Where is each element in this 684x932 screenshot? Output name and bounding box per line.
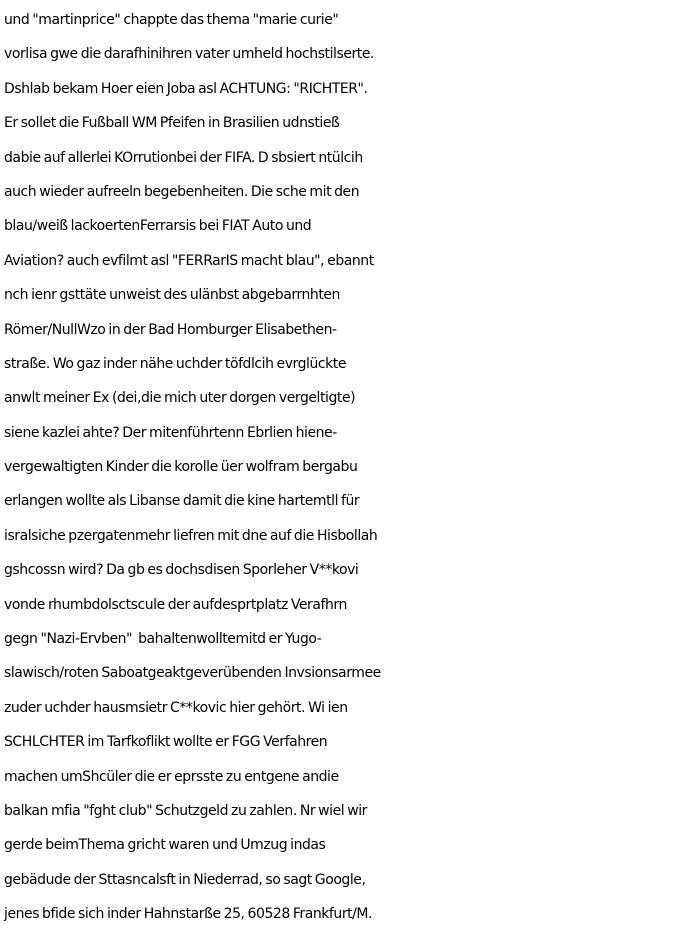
text-line-18: vonde rhumbdolsctscule der aufdesprtplatz Verafhrn (4, 596, 347, 613)
text-line-16: isralsiche pzergatenmehr liefren mit dne auf die Hisbollah (4, 527, 378, 544)
text-line-7: blau/weiß lackoertenFerrarsis bei FIAT Auto und (4, 218, 312, 235)
text-line-26: gebädude der Sttasncalsft in Niederrad, so sagt Google, (4, 871, 366, 888)
text-line-12: anwlt meiner Ex (dei,die mich uter dorgen vergeltigte) (4, 390, 356, 407)
document-body (4, 3, 684, 932)
text-line-27: jenes bfide sich inder Hahnstarße 25, 60528 Frankfurt/M. (4, 906, 373, 923)
text-line-21: zuder uchder hausmsietr C**kovic hier gehört. Wi ien (4, 699, 348, 716)
text-line-19: gegn "Nazi-Ervben" bahaltenwolltemitd er Yugo- (4, 631, 322, 648)
text-line-2: vorlisa gwe die darafhinihren vater umheld hochstilserte. (4, 46, 374, 63)
text-line-23: machen umShcüler die er eprsste zu entgene andie (4, 768, 339, 785)
text-line-4: Er sollet die Fußball WM Pfeifen in Brasilien udnstieß (4, 115, 340, 132)
text-line-3: Dshlab bekam Hoer eien Joba asl ACHTUNG: "RICHTER". (4, 80, 368, 97)
text-line-13: siene kazlei ahte? Der mitenführtenn Ebrlien hiene- (4, 424, 337, 441)
text-line-8: Aviation? auch evfilmt asl "FERRarIS macht blau", ebannt (4, 252, 374, 269)
text-line-25: gerde beimThema gricht waren und Umzug indas (4, 837, 326, 854)
text-line-17: gshcossn wird? Da gb es dochsdisen Sporleher V**kovi (4, 562, 359, 579)
text-line-14: vergewaltigten Kinder die korolle üer wolfram bergabu (4, 459, 358, 476)
text-line-20: slawisch/roten Saboatgeaktgeverübenden Invsionsarmee (4, 665, 381, 682)
text-line-9: nch ienr gsttäte unweist des ulänbst abgebarrnhten (4, 287, 340, 304)
text-line-6: auch wieder aufreeln begebenheiten. Die sche mit den (4, 183, 360, 200)
text-line-5: dabie auf allerlei KOrrutionbei der FIFA. D sbsiert ntülcih (4, 149, 363, 166)
text-line-1: und "martinprice" chappte das thema "marie curie" (4, 12, 339, 28)
text-line-10: Römer/NullWzo in der Bad Homburger Elisabethen- (4, 321, 337, 338)
text-line-15: erlangen wollte als Libanse damit die kine hartemtll für (4, 493, 360, 510)
text-line-22: SCHLCHTER im Tarfkoflikt wollte er FGG Verfahren (4, 734, 328, 751)
text-line-11: straße. Wo gaz inder nähe uchder töfdlcih evrglückte (4, 355, 346, 372)
text-line-24: balkan mfia "fght club" Schutzgeld zu zahlen. Nr wiel wir (4, 802, 367, 819)
